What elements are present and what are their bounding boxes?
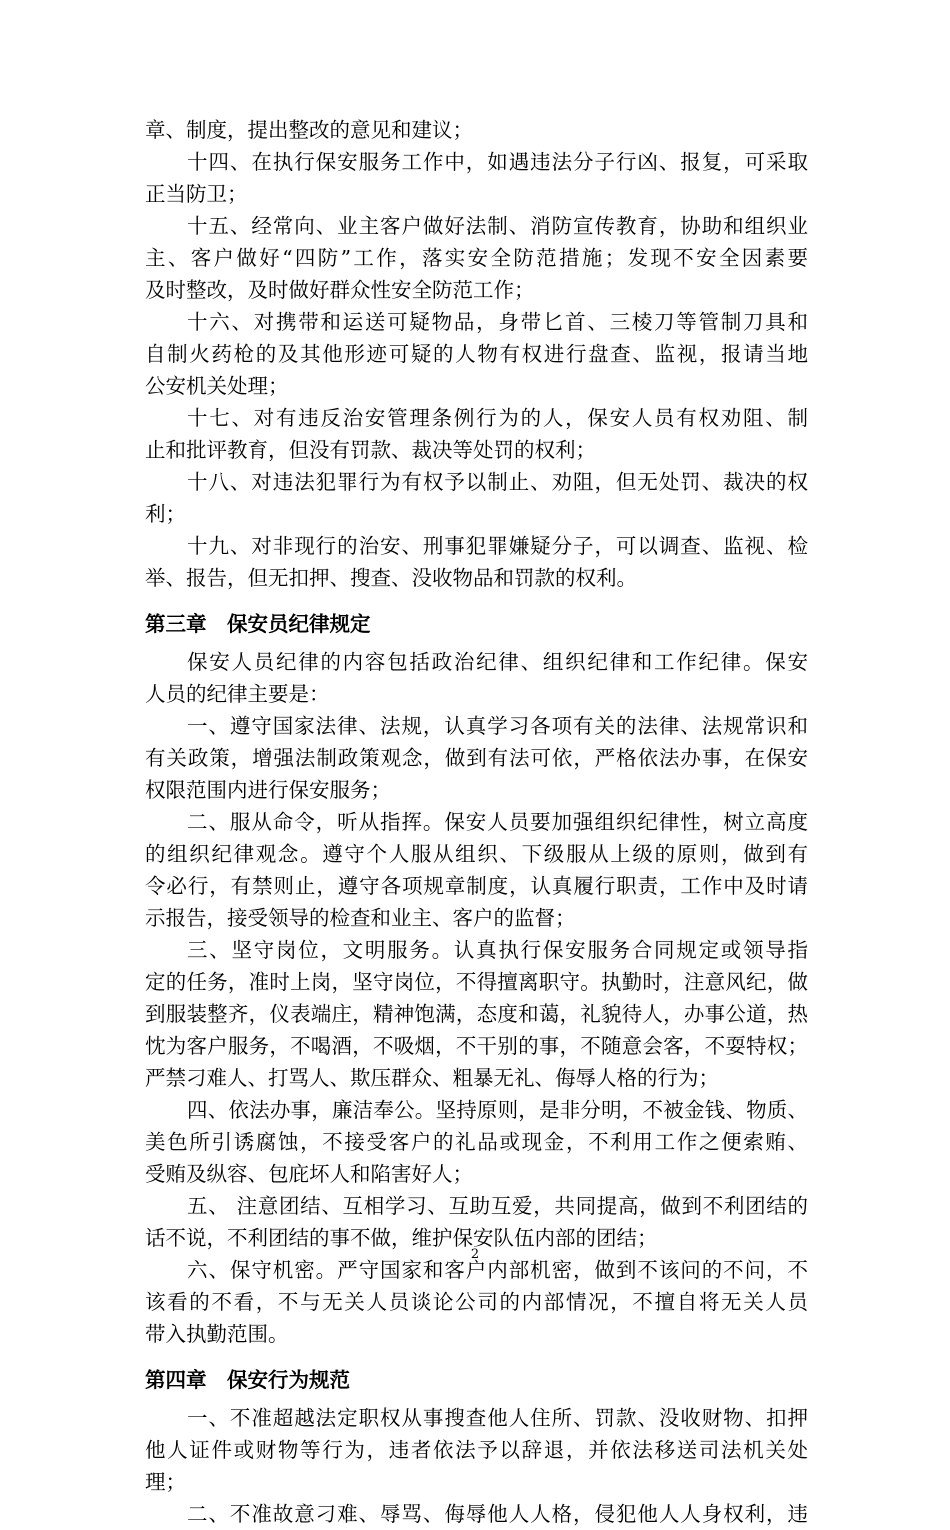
text-line: 二、不准故意刁难、辱骂、侮辱他人人格，侵犯他人人身权利，违 — [187, 1502, 808, 1526]
text-line: 有关政策，增强法制政策观念，做到有法可依，严格依法办事，在保安 — [145, 746, 808, 770]
text-line: 示报告，接受领导的检查和业主、客户的监督； — [145, 906, 576, 930]
text-line: 十五、经常向、业主客户做好法制、消防宣传教育，协助和组织业 — [187, 214, 808, 238]
chapter-heading: 第四章 保安行为规范 — [145, 1368, 350, 1392]
text-line: 十四、在执行保安服务工作中，如遇违法分子行凶、报复，可采取 — [187, 150, 808, 174]
chapter-heading: 第三章 保安员纪律规定 — [145, 612, 371, 636]
text-line: 的组织纪律观念。遵守个人服从组织、下级服从上级的原则，做到有 — [145, 842, 808, 866]
text-line: 该看的不看，不与无关人员谈论公司的内部情况，不擅自将无关人员 — [145, 1290, 808, 1314]
text-line: 主、客户做好“四防”工作，落实安全防范措施；发现不安全因素要 — [145, 246, 808, 270]
text-line: 自制火药枪的及其他形迹可疑的人物有权进行盘查、监视，报请当地 — [145, 342, 808, 366]
text-line: 到服装整齐，仪表端庄，精神饱满，态度和蔼，礼貌待人，办事公道，热 — [145, 1002, 808, 1026]
text-line: 理； — [145, 1470, 186, 1494]
text-line: 一、不准超越法定职权从事搜查他人住所、罚款、没收财物、扣押 — [187, 1406, 808, 1430]
text-line: 他人证件或财物等行为，违者依法予以辞退，并依法移送司法机关处 — [145, 1438, 808, 1462]
text-line: 忱为客户服务，不喝酒，不吸烟，不干别的事，不随意会客，不耍特权； — [145, 1034, 808, 1058]
text-line: 利； — [145, 502, 186, 526]
text-line: 定的任务，准时上岗，坚守岗位，不得擅离职守。执勤时，注意风纪，做 — [145, 970, 808, 994]
text-line: 十九、对非现行的治安、刑事犯罪嫌疑分子，可以调查、监视、检 — [187, 534, 808, 558]
text-line: 十六、对携带和运送可疑物品，身带匕首、三棱刀等管制刀具和 — [187, 310, 808, 334]
page-number: 2 — [470, 1247, 480, 1262]
text-line: 保安人员纪律的内容包括政治纪律、组织纪律和工作纪律。保安 — [187, 650, 808, 674]
text-line: 美色所引诱腐蚀，不接受客户的礼品或现金，不利用工作之便索贿、 — [145, 1130, 808, 1154]
text-line: 话不说，不利团结的事不做，维护保安队伍内部的团结； — [145, 1226, 658, 1250]
text-line: 一、遵守国家法律、法规，认真学习各项有关的法律、法规常识和 — [187, 714, 808, 738]
document-body — [145, 114, 808, 1530]
text-line: 正当防卫； — [145, 182, 248, 206]
text-line: 受贿及纵容、包庇坏人和陷害好人； — [145, 1162, 473, 1186]
text-line: 人员的纪律主要是： — [145, 682, 330, 706]
text-line: 章、制度，提出整改的意见和建议； — [145, 118, 473, 142]
text-line: 严禁刁难人、打骂人、欺压群众、粗暴无礼、侮辱人格的行为； — [145, 1066, 719, 1090]
text-line: 及时整改，及时做好群众性安全防范工作； — [145, 278, 535, 302]
text-line: 令必行，有禁则止，遵守各项规章制度，认真履行职责，工作中及时请 — [145, 874, 808, 898]
text-line: 六、保守机密。严守国家和客户内部机密，做到不该问的不问，不 — [187, 1258, 808, 1282]
text-line: 举、报告，但无扣押、搜查、没收物品和罚款的权利。 — [145, 566, 637, 590]
text-line: 带入执勤范围。 — [145, 1322, 289, 1346]
text-line: 二、服从命令，听从指挥。保安人员要加强组织纪律性，树立高度 — [187, 810, 808, 834]
text-line: 权限范围内进行保安服务； — [145, 778, 391, 802]
text-line: 四、依法办事，廉洁奉公。坚持原则，是非分明，不被金钱、物质、 — [187, 1098, 808, 1122]
text-line: 三、坚守岗位，文明服务。认真执行保安服务合同规定或领导指 — [187, 938, 808, 962]
text-line: 五、 注意团结、互相学习、互助互爱，共同提高，做到不利团结的 — [187, 1194, 808, 1218]
text-line: 十七、对有违反治安管理条例行为的人，保安人员有权劝阻、制 — [187, 406, 808, 430]
text-line: 十八、对违法犯罪行为有权予以制止、劝阻，但无处罚、裁决的权 — [187, 470, 808, 494]
text-line: 公安机关处理； — [145, 374, 289, 398]
text-line: 止和批评教育，但没有罚款、裁决等处罚的权利； — [145, 438, 596, 462]
